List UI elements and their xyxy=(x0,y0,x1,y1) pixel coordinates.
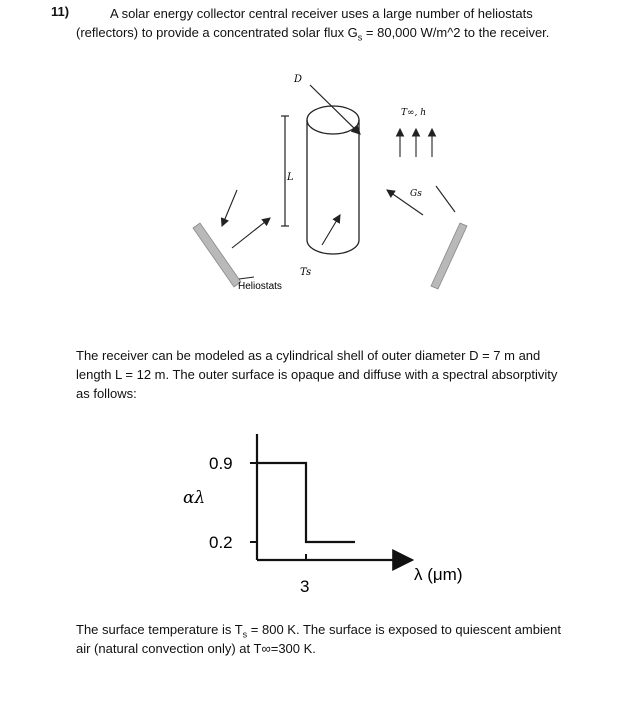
intro-line2-sub: s xyxy=(357,32,363,43)
diameter-arrow xyxy=(310,85,360,134)
absorptivity-chart xyxy=(0,420,629,600)
label-D: D xyxy=(294,74,303,85)
label-Tinf-h: T∞, h xyxy=(401,108,427,118)
receiver-figure xyxy=(0,0,629,330)
intro-line2-post: = 80,000 W/m^2 to the receiver. xyxy=(362,25,550,40)
ytick-label-0.2: 0.2 xyxy=(209,533,233,552)
heliostat-right xyxy=(431,223,467,289)
heliostats-leader xyxy=(239,277,254,279)
heliostat-left xyxy=(193,223,241,287)
conditions-line2: air (natural convection only) at T∞=300 K. xyxy=(76,641,316,656)
left-reflected-ray xyxy=(232,218,270,248)
ts-arrow xyxy=(322,215,340,245)
label-Gs: Gs xyxy=(410,189,422,199)
conditions-line1 xyxy=(76,620,606,639)
label-L: L xyxy=(287,172,294,183)
length-dimension xyxy=(281,116,289,226)
conditions-paragraph xyxy=(76,620,606,658)
conditions-line1-pre: The surface temperature is T xyxy=(76,622,243,637)
cylinder-receiver xyxy=(307,106,359,254)
convection-arrows xyxy=(400,129,432,157)
ytick-label-0.9: 0.9 xyxy=(209,454,233,473)
model-line3: as follows: xyxy=(76,386,137,401)
model-paragraph xyxy=(76,346,606,403)
x-axis-label: λ (μm) xyxy=(414,565,463,584)
label-Ts: Ts xyxy=(300,267,312,278)
conditions-line1-post: = 800 K. The surface is exposed to quiescent ambient xyxy=(247,622,561,637)
y-axis-label: αλ xyxy=(183,488,206,508)
problem-number: 11) xyxy=(51,4,70,19)
intro-line2-pre: (reflectors) to provide a concentrated solar flux G xyxy=(76,25,358,40)
xtick-label-3: 3 xyxy=(300,577,310,596)
label-heliostats: Heliostats xyxy=(238,281,282,292)
left-incoming-ray xyxy=(222,190,237,226)
model-line1: The receiver can be modeled as a cylindrical shell of outer diameter D = 7 m and xyxy=(76,348,541,363)
gs-reflect-line-right xyxy=(436,186,455,212)
absorptivity-series-line xyxy=(257,463,355,542)
problem-intro-line1: A solar energy collector central receiver uses a large number of heliostats xyxy=(110,6,533,21)
model-line2: length L = 12 m. The outer surface is opaque and diffuse with a spectral absorptivity xyxy=(76,367,558,382)
conditions-line1-sub: s xyxy=(242,629,248,640)
